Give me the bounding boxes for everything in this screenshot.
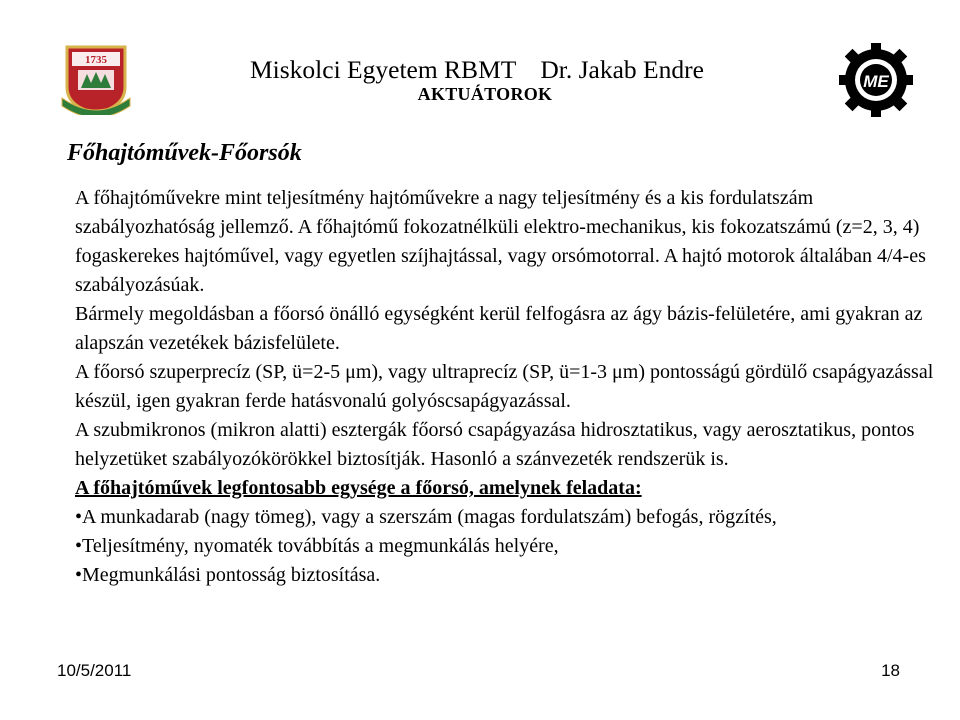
slide-title: Főhajtóművek-Főorsók: [67, 140, 302, 166]
paragraph: A szubmikronos (mikron alatti) esztergák főorsó csapágyazása hidrosztatikus, vagy aerosztatikus, pontos helyzetüket szabályozókörökkel biztosítják. Hasonló a szánvezeték rendszerük is.: [75, 419, 915, 470]
bullet-icon: •: [75, 535, 83, 557]
bullet-icon: •: [75, 564, 83, 586]
university-crest-icon: [57, 43, 135, 115]
paragraph: Bármely megoldásban a főorsó önálló egységként kerül felfogásra az ágy bázis-felületére, ami gyakran az alapszán vezetékek bázisfelülete.: [75, 303, 923, 354]
bullet-item: [75, 561, 935, 590]
header-title: [250, 56, 810, 84]
paragraph: A főorsó szuperprecíz (SP, ü=2-5 μm), vagy ultraprecíz (SP, ü=1-3 μm) pontosságú gördülő csapágyazással készül, igen gyakran ferde hatásvonalú golyóscsapágyazással.: [75, 361, 934, 412]
bullet-item: [75, 532, 935, 561]
page-number: 18: [881, 661, 900, 680]
logo-text: ME: [863, 72, 889, 91]
footer-date: 10/5/2011: [57, 661, 132, 680]
bullet-text: Teljesítmény, nyomaték továbbítás a megmunkálás helyére,: [82, 535, 559, 557]
crest-year: 1735: [85, 54, 107, 66]
gear-me-logo-icon: [838, 42, 914, 118]
slide-body: [75, 184, 935, 590]
bullet-icon: •: [75, 506, 83, 528]
bullet-text: A munkadarab (nagy tömeg), vagy a szerszám (magas fordulatszám) befogás, rögzítés,: [82, 506, 777, 528]
bullet-text: Megmunkálási pontosság biztosítása.: [82, 564, 381, 586]
header-subtitle: AKTUÁTOROK: [417, 84, 553, 104]
header-title-right: Dr. Jakab Endre: [540, 55, 704, 84]
emphasis-line: A főhajtóművek legfontosabb egysége a főorsó, amelynek feladata:: [75, 477, 642, 499]
bullet-item: [75, 503, 935, 532]
header-title-left: Miskolci Egyetem RBMT: [250, 55, 517, 84]
paragraph: A főhajtóművekre mint teljesítmény hajtóművekre a nagy teljesítmény és a kis fordulatszám szabályozhatóság jellemző. A főhajtómű fokozatnélküli elektro-mechanikus, kis fokozatszámú (z=2, 3, 4) fogaskerekes hajtóművel, vagy egyetlen szíjhajtással, vagy orsómotorral. A hajtó motorok általában 4/4-es szabályozásúak.: [75, 187, 926, 296]
